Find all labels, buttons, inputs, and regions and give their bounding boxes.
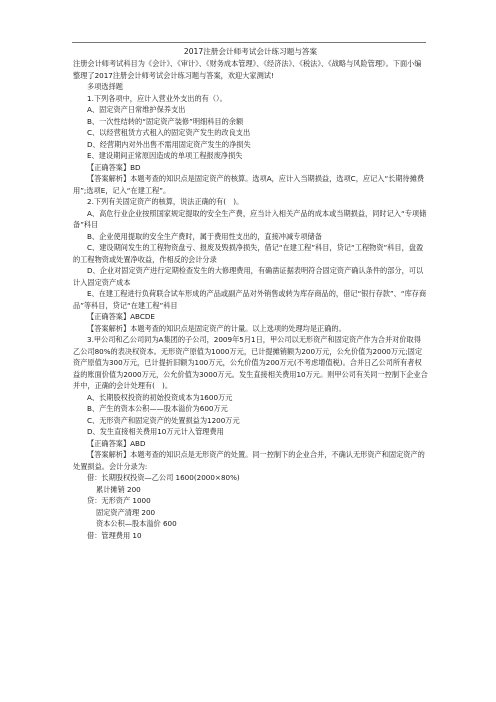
question-2-answer: 【正确答案】ABCDE bbox=[87, 312, 155, 321]
question-3-analysis: 【答案解析】本题考查的知识点是无形资产的处置。同一控制下的企业合并，不确认无形资产和固定资产的处置损益。会计分录为: bbox=[73, 450, 425, 471]
question-2-option-e: E、在建工程进行负荷联合试车形成的产品或副产品对外销售或转为库存商品的，借记“银行存款”、“库存商品”等科目，贷记“在建工程”科目 bbox=[73, 289, 427, 310]
document-body bbox=[73, 46, 428, 541]
question-1-option-a: A、固定资产日常维护保养支出 bbox=[87, 105, 186, 114]
question-3-answer: 【正确答案】ABD bbox=[87, 438, 146, 448]
journal-entry-line: 资本公积—股本溢价 600 bbox=[96, 519, 177, 528]
journal-entry-line: 借：管理费用 10 bbox=[87, 530, 142, 540]
journal-entry-line: 累计摊销 200 bbox=[96, 484, 141, 494]
header-rule bbox=[72, 42, 426, 43]
question-2-option-c: C、建设期间发生的工程物资盘亏、报废及毁损净损失，借记“在建工程”科目，贷记“工程物资”科目，盘盈的工程物资或处置净收益，作相反的会计分录 bbox=[73, 243, 424, 264]
question-2-option-b: B、企业使用提取的安全生产费时，属于费用性支出的，直接冲减专项储备 bbox=[87, 231, 322, 241]
question-3-option-d: D、发生直接相关费用10万元计入管理费用 bbox=[87, 427, 224, 436]
question-1-option-d: D、经营期内对外出售不需用固定资产发生的净损失 bbox=[87, 139, 251, 149]
question-2-option-a: A、高危行业企业按照国家规定提取的安全生产费，应当计入相关产品的成本或当期损益，同时记入“专项储备”科目 bbox=[73, 208, 427, 229]
question-3-option-b: B、产生的资本公积——股本溢价为600万元 bbox=[87, 404, 228, 413]
question-1-analysis: 【答案解析】本题考查的知识点是固定资产的核算。选项A，应计入当期损益，选项C，应记入“长期待摊费用”;选项E，记入“在建工程”。 bbox=[73, 174, 425, 195]
question-3-option-c: C、无形资产和固定资产的处置损益为1200万元 bbox=[87, 415, 240, 425]
journal-entry-line: 贷：无形资产 1000 bbox=[87, 496, 151, 505]
question-1-answer: 【正确答案】BD bbox=[87, 162, 141, 172]
section-heading: 多项选择题 bbox=[87, 82, 123, 91]
question-1-option-c: C、以经营租赁方式租入的固定资产发生的改良支出 bbox=[87, 128, 251, 137]
question-1-option-b: B、一次性结转的“固定资产装修”明细科目的余额 bbox=[87, 116, 244, 126]
journal-entry-line: 固定资产清理 200 bbox=[96, 507, 156, 517]
question-3-stem: 3.甲公司和乙公司同为A集团的子公司，2009年5月1日，甲公司以无形资产和固定资产作为合并对价取得乙公司80%的表决权资本。无形资产原值为1000万元，已计提摊销额为200万元，公允价值为2000万元;固定资产原值为300万元，已计提折旧额为100万元，公允价值为200万元(不考虑增值税)。合并日乙公司所有者权益的账面价值为2000万元，公允价值为3000万元。发生直接相关费用10万元。则甲公司有关同一控制下企业合并中，正确的会计处理有( )。 bbox=[73, 335, 428, 390]
journal-entry-line: 借：长期股权投资—乙公司 1600(2000×80%) bbox=[87, 473, 240, 482]
question-2-analysis: 【答案解析】本题考查的知识点是固定资产的计量。以上选项的处理均是正确的。 bbox=[87, 323, 346, 333]
question-3-option-a: A、长期股权投资的初始投资成本为1600万元 bbox=[87, 392, 233, 402]
question-2-option-d: D、企业对固定资产进行定期检查发生的大修理费用，有确凿证据表明符合固定资产确认条件的部分，可以计入固定资产成本 bbox=[73, 266, 424, 287]
question-1-option-e: E、建设期间正常原因造成的单项工程报废净损失 bbox=[87, 151, 243, 160]
question-2-stem: 2.下列有关固定资产的核算，说法正确的有( )。 bbox=[87, 197, 244, 206]
document-title: 2017注册会计师考试会计练习题与答案 bbox=[183, 47, 318, 56]
question-1-stem: 1.下列各项中，应计入营业外支出的有（）。 bbox=[87, 93, 227, 103]
intro-paragraph: 注册会计师考试科目为《会计》、《审计》、《财务成本管理》、《经济法》、《税法》、《战略与风险管理》。下面小编整理了2017注册会计师考试会计练习题与答案，欢迎大家测试! bbox=[73, 59, 422, 80]
